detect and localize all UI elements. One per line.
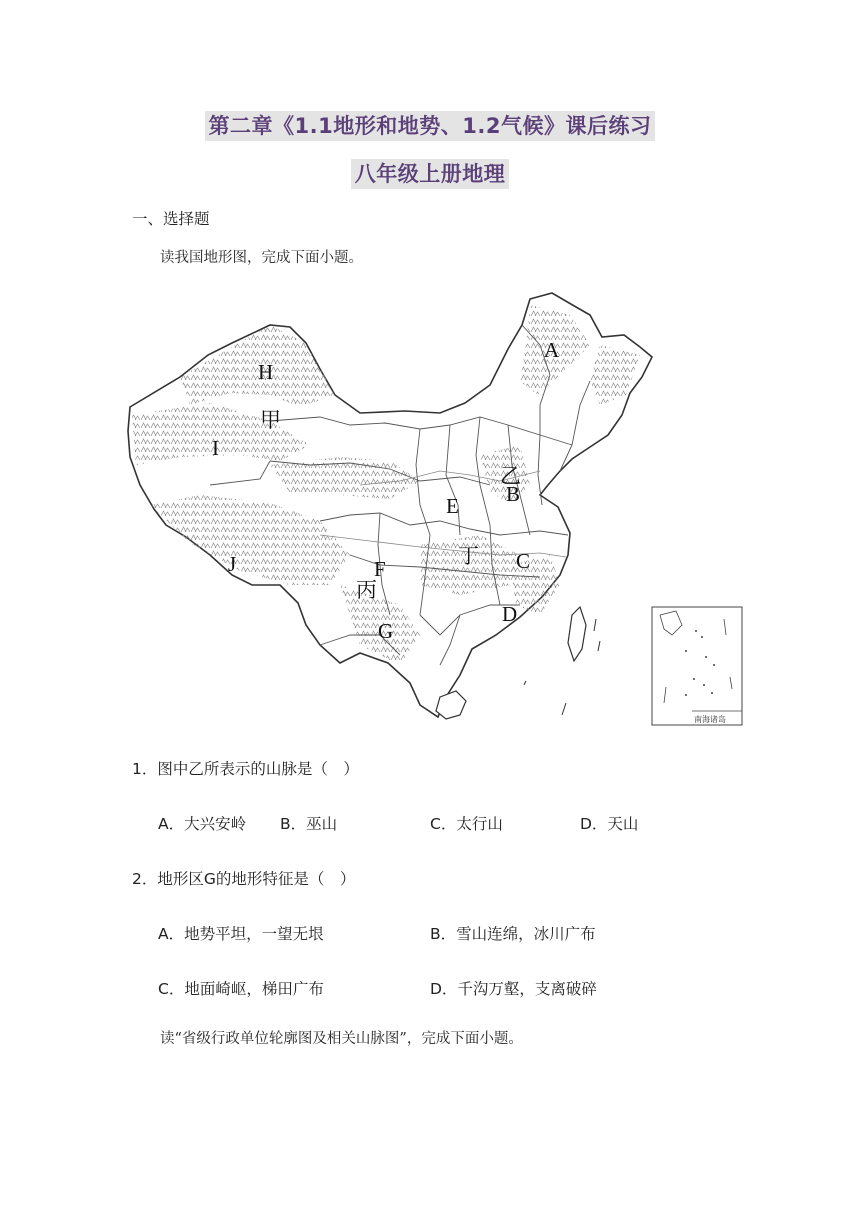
question-1-stem: 1．图中乙所表示的山脉是（ ） xyxy=(132,760,359,778)
inset-label: 南海诸岛 xyxy=(694,715,726,724)
label-jia: 甲 xyxy=(260,408,281,432)
question-1-option-b[interactable]: B．巫山 xyxy=(280,815,338,833)
section-heading: 一、选择题 xyxy=(132,210,210,228)
question-2-option-a[interactable]: A．地势平坦，一望无垠 xyxy=(158,925,324,943)
label-F: F xyxy=(374,557,386,581)
question-1-option-d[interactable]: D．天山 xyxy=(580,815,639,833)
intro-text-2: 读“省级行政单位轮廓图及相关山脉图”，完成下面小题。 xyxy=(160,1031,523,1047)
question-2-option-b[interactable]: B．雪山连绵，冰川广布 xyxy=(430,925,596,943)
label-H: H xyxy=(258,360,274,384)
label-E: E xyxy=(446,494,459,518)
label-I: I xyxy=(212,436,219,460)
label-G: G xyxy=(378,619,394,643)
label-J: J xyxy=(228,552,237,576)
label-ding: 丁 xyxy=(458,544,479,568)
question-2-option-d[interactable]: D．千沟万壑，支离破碎 xyxy=(430,980,597,998)
label-A: A xyxy=(544,338,560,362)
label-bing: 丙 xyxy=(356,578,377,602)
label-D: D xyxy=(502,602,518,626)
question-1-option-c[interactable]: C．太行山 xyxy=(430,815,503,833)
label-B: B xyxy=(506,482,521,506)
question-2-stem: 2．地形区G的地形特征是（ ） xyxy=(132,870,356,888)
question-2-option-c[interactable]: C．地面崎岖，梯田广布 xyxy=(158,980,324,998)
china-terrain-map xyxy=(120,285,760,735)
page-subtitle: 八年级上册地理 xyxy=(0,158,860,188)
question-1-option-a[interactable]: A．大兴安岭 xyxy=(158,815,247,833)
intro-text: 读我国地形图，完成下面小题。 xyxy=(160,250,363,266)
page-title: 第二章《1.1地形和地势、1.2气候》课后练习 xyxy=(0,110,860,140)
taiwan-island xyxy=(568,607,586,661)
label-yi: 乙 xyxy=(500,464,521,488)
label-C: C xyxy=(516,549,531,573)
